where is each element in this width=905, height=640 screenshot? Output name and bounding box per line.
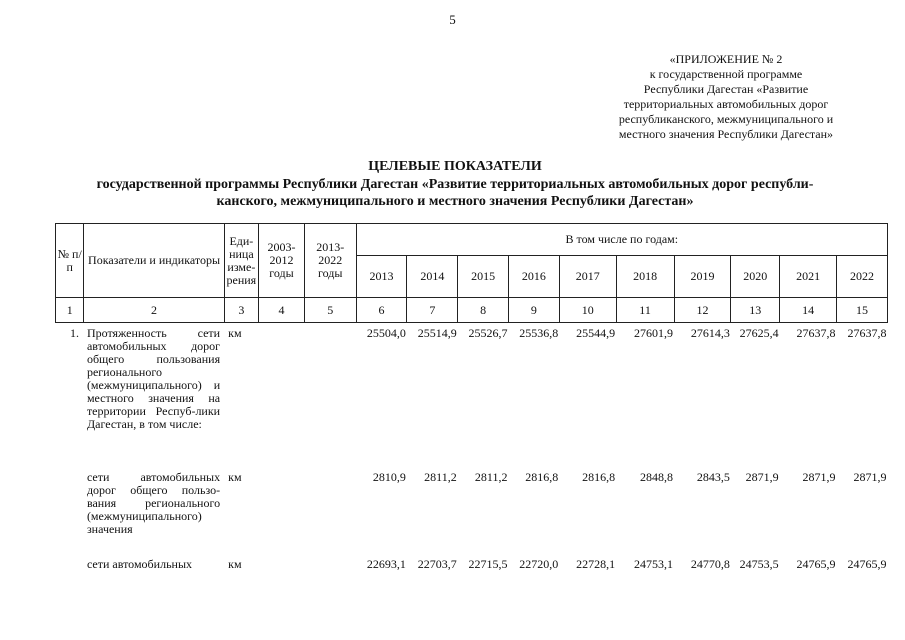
row-indicator-name: сети автомобильных дорог общего пользо-вания регионального (межмуниципального) значения xyxy=(86,470,221,536)
header-period-2003-2012: 2003-2012 годы xyxy=(259,224,305,298)
row-period-2003-2012 xyxy=(259,467,305,554)
row-value: 27637,8 xyxy=(780,323,837,468)
row-value: 2816,8 xyxy=(525,470,559,484)
indicators-table xyxy=(55,223,888,598)
subtitle-line: государственной программы Республики Дагестан «Развитие территориальных автомобильных дорог республи- xyxy=(96,177,814,192)
row-value: 2871,9 xyxy=(853,470,887,484)
header-year: 2015 xyxy=(458,256,509,298)
row-value: 2811,2 xyxy=(424,470,457,484)
row-index xyxy=(56,467,84,554)
row-period-2003-2012 xyxy=(259,554,305,598)
header-year: 2013 xyxy=(356,256,407,298)
appendix-line: к государственной программе xyxy=(649,67,803,81)
row-indicator-name: Протяженность сети автомобильных дорог общего пользования регионального (межмуниципального) и местного значения на территории Респуб-лики Дагестан, в том числе: xyxy=(84,323,224,468)
row-value: 27625,4 xyxy=(731,323,780,468)
row-value: 2871,9 xyxy=(802,470,836,484)
row-value: 24753,1 xyxy=(634,557,674,571)
row-value: 22728,1 xyxy=(576,557,616,571)
column-number: 11 xyxy=(616,298,674,323)
appendix-line: местного значения Республики Дагестан» xyxy=(618,127,834,141)
row-value: 2816,8 xyxy=(582,470,616,484)
column-number: 3 xyxy=(224,298,259,323)
table-row xyxy=(56,467,888,554)
row-value: 22693,1 xyxy=(366,557,406,571)
row-value: 25526,7 xyxy=(458,323,509,468)
header-year: 2018 xyxy=(616,256,674,298)
column-number: 8 xyxy=(458,298,509,323)
page-number: 5 xyxy=(449,12,456,27)
column-number: 5 xyxy=(304,298,356,323)
header-num: № п/п xyxy=(56,224,84,298)
header-year: 2019 xyxy=(674,256,731,298)
document-title: ЦЕЛЕВЫЕ ПОКАЗАТЕЛИ xyxy=(368,159,542,174)
appendix-note xyxy=(596,52,856,142)
header-year: 2022 xyxy=(837,256,888,298)
header-year: 2021 xyxy=(780,256,837,298)
row-value: 25504,0 xyxy=(356,323,407,468)
column-number: 4 xyxy=(259,298,305,323)
row-value: 2848,8 xyxy=(640,470,674,484)
header-indicator: Показатели и индикаторы xyxy=(84,224,224,298)
column-number: 10 xyxy=(559,298,616,323)
header-period-2013-2022: 2013-2022 годы xyxy=(304,224,356,298)
header-year: 2014 xyxy=(407,256,458,298)
header-year: 2016 xyxy=(508,256,559,298)
row-value: 2843,5 xyxy=(696,470,730,484)
row-value: 27614,3 xyxy=(674,323,731,468)
column-number: 6 xyxy=(356,298,407,323)
header-year: 2017 xyxy=(559,256,616,298)
appendix-line: Республики Дагестан «Развитие xyxy=(643,82,809,96)
row-value: 24765,9 xyxy=(796,557,836,571)
appendix-line: территориальных автомобильных дорог xyxy=(623,97,829,111)
row-value: 27637,8 xyxy=(837,323,888,468)
appendix-line: республиканского, межмуниципального и xyxy=(618,112,834,126)
row-value: 22720,0 xyxy=(519,557,559,571)
row-period-2003-2012 xyxy=(259,323,305,468)
document-subtitle xyxy=(30,176,880,210)
column-number: 7 xyxy=(407,298,458,323)
row-value: 25536,8 xyxy=(508,323,559,468)
row-unit: км xyxy=(224,323,259,468)
row-value: 24770,8 xyxy=(690,557,730,571)
row-period-2013-2022 xyxy=(304,554,356,598)
row-period-2013-2022 xyxy=(304,323,356,468)
column-number: 14 xyxy=(780,298,837,323)
subtitle-line: канского, межмуниципального и местного значения Республики Дагестан» xyxy=(216,194,694,209)
row-value: 2810,9 xyxy=(372,470,406,484)
table-row xyxy=(56,554,888,598)
appendix-line: «ПРИЛОЖЕНИЕ № 2 xyxy=(669,52,783,66)
header-year: 2020 xyxy=(731,256,780,298)
row-value: 22715,5 xyxy=(468,557,508,571)
row-value: 2811,2 xyxy=(474,470,508,484)
column-number: 15 xyxy=(837,298,888,323)
row-index: 1. xyxy=(56,323,84,468)
row-value: 24765,9 xyxy=(847,557,887,571)
row-indicator-name: сети автомобильных xyxy=(86,557,193,571)
row-value: 22703,7 xyxy=(417,557,457,571)
column-number: 13 xyxy=(731,298,780,323)
column-number: 2 xyxy=(84,298,224,323)
column-number: 9 xyxy=(508,298,559,323)
row-period-2013-2022 xyxy=(304,467,356,554)
column-number: 1 xyxy=(56,298,84,323)
row-unit: км xyxy=(228,557,242,571)
row-value: 25544,9 xyxy=(559,323,616,468)
table-row xyxy=(56,323,888,468)
row-value: 24753,5 xyxy=(739,557,779,571)
row-value: 25514,9 xyxy=(407,323,458,468)
row-value: 2871,9 xyxy=(745,470,779,484)
row-index xyxy=(56,554,84,598)
header-by-year: В том числе по годам: xyxy=(356,224,887,256)
row-unit: км xyxy=(228,470,242,484)
header-unit: Еди-ница изме-рения xyxy=(224,224,259,298)
column-number: 12 xyxy=(674,298,731,323)
row-value: 27601,9 xyxy=(616,323,674,468)
